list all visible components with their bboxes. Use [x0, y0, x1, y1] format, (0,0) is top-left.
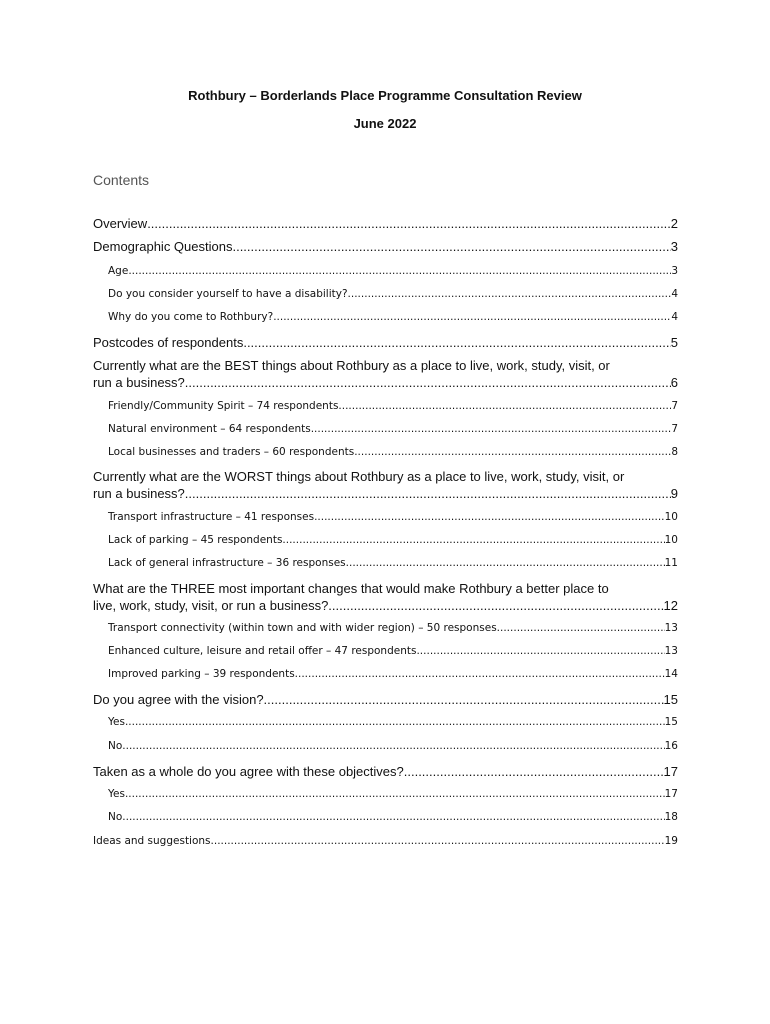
toc-entry-text: Lack of parking – 45 respondents — [108, 534, 283, 546]
toc-entry-why-come[interactable] — [108, 311, 678, 323]
toc-entry-general-infra[interactable] — [108, 557, 678, 569]
toc-entry-text: Friendly/Community Spirit – 74 respondents — [108, 400, 339, 412]
toc-entry-text: run a business? — [93, 486, 185, 501]
toc-entry-text: Transport connectivity (within town and with wider region) – 50 responses — [108, 622, 497, 634]
toc-entry-text: Improved parking – 39 respondents — [108, 668, 295, 680]
toc-entry-text: Yes — [108, 716, 125, 728]
toc-entry-three-line1[interactable]: What are the THREE most important changes that would make Rothbury a better place to — [93, 581, 609, 596]
toc-page-number: 15 — [663, 692, 678, 707]
toc-entry-best-line1[interactable]: Currently what are the BEST things about Rothbury as a place to live, work, study, visit, or — [93, 358, 610, 373]
toc-entry-objectives-no[interactable] — [108, 811, 678, 823]
toc-entry-vision[interactable] — [93, 692, 678, 707]
toc-entry-best[interactable] — [93, 375, 678, 390]
toc-entry-objectives-yes[interactable] — [108, 788, 678, 800]
toc-entry-objectives[interactable] — [93, 764, 678, 779]
toc-page-number: 4 — [671, 288, 678, 300]
toc-entry-natural[interactable] — [108, 423, 678, 435]
toc-page-number: 7 — [671, 400, 678, 412]
toc-entry-text: run a business? — [93, 375, 185, 390]
toc-page-number: 9 — [670, 486, 678, 501]
toc-entry-text: Enhanced culture, leisure and retail offer – 47 respondents — [108, 645, 417, 657]
toc-page-number: 17 — [664, 788, 678, 800]
toc-entry-text: Taken as a whole do you agree with these objectives? — [93, 764, 404, 779]
toc-entry-ideas[interactable] — [93, 835, 678, 847]
toc-entry-overview[interactable] — [93, 216, 678, 231]
toc-entry-text: Overview — [93, 216, 148, 231]
toc-entry-parking[interactable] — [108, 534, 678, 546]
toc-page-number: 3 — [671, 265, 678, 277]
toc-entry-age[interactable] — [108, 265, 678, 277]
toc-entry-postcodes[interactable] — [93, 335, 678, 350]
toc-page-number: 19 — [664, 835, 678, 847]
toc-entry-text: Ideas and suggestions — [93, 835, 211, 847]
toc-page-number: 18 — [664, 811, 678, 823]
document-date: June 2022 — [353, 116, 417, 131]
toc-page-number: 13 — [664, 622, 678, 634]
toc-entry-local-business[interactable] — [108, 446, 678, 458]
toc-page-number: 7 — [671, 423, 678, 435]
toc-entry-transport-conn[interactable] — [108, 622, 678, 634]
toc-entry-text: Why do you come to Rothbury? — [108, 311, 274, 323]
toc-entry-text: Yes — [108, 788, 125, 800]
toc-entry-friendly[interactable] — [108, 400, 678, 412]
toc-entry-text: No — [108, 811, 123, 823]
toc-entry-culture[interactable] — [108, 645, 678, 657]
toc-entry-transport-infra[interactable] — [108, 511, 678, 523]
toc-entry-three[interactable] — [93, 598, 678, 613]
toc-entry-text: Postcodes of respondents — [93, 335, 244, 350]
toc-entry-demographic[interactable] — [93, 239, 678, 254]
toc-page-number: 12 — [663, 598, 678, 613]
toc-page-number: 15 — [664, 716, 678, 728]
toc-page-number: 10 — [664, 534, 678, 546]
toc-entry-text: Do you consider yourself to have a disability? — [108, 288, 348, 300]
toc-entry-text: Lack of general infrastructure – 36 responses — [108, 557, 346, 569]
toc-entry-worst-line1[interactable]: Currently what are the WORST things about Rothbury as a place to live, work, study, visit, or — [93, 469, 625, 484]
contents-heading: Contents — [93, 172, 150, 188]
toc-page-number: 11 — [664, 557, 678, 569]
toc-entry-text: Natural environment – 64 respondents — [108, 423, 311, 435]
document-title: Rothbury – Borderlands Place Programme Consultation Review — [188, 88, 582, 103]
toc-entry-text: Local businesses and traders – 60 respondents — [108, 446, 355, 458]
toc-entry-worst[interactable] — [93, 486, 678, 501]
toc-entry-text: Do you agree with the vision? — [93, 692, 264, 707]
toc-entry-text: live, work, study, visit, or run a business? — [93, 598, 329, 613]
toc-page-number: 5 — [670, 335, 678, 350]
toc-entry-improved-parking[interactable] — [108, 668, 678, 680]
toc-page-number: 14 — [664, 668, 678, 680]
toc-page-number: 10 — [664, 511, 678, 523]
toc-page-number: 17 — [663, 764, 678, 779]
toc-page-number: 2 — [670, 216, 678, 231]
toc-page-number: 4 — [671, 311, 678, 323]
toc-page-number: 13 — [664, 645, 678, 657]
toc-page-number: 6 — [670, 375, 678, 390]
toc-page-number: 3 — [670, 239, 678, 254]
toc-entry-text: Transport infrastructure – 41 responses — [108, 511, 315, 523]
toc-entry-disability[interactable] — [108, 288, 678, 300]
toc-entry-vision-yes[interactable] — [108, 716, 678, 728]
toc-entry-text: Age — [108, 265, 129, 277]
toc-page-number: 16 — [664, 740, 678, 752]
toc-entry-text: Demographic Questions — [93, 239, 233, 254]
toc-entry-vision-no[interactable] — [108, 740, 678, 752]
toc-entry-text: No — [108, 740, 123, 752]
toc-page-number: 8 — [671, 446, 678, 458]
